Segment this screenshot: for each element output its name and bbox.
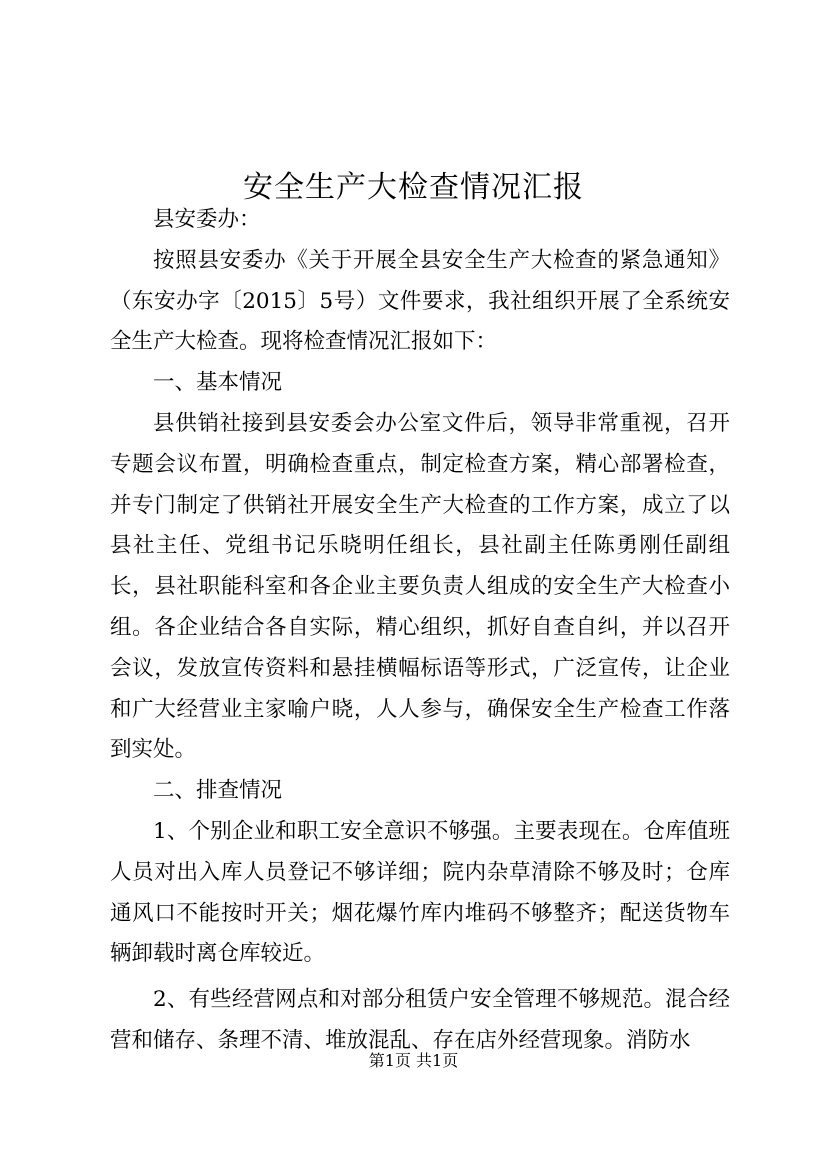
document-body — [110, 200, 730, 1062]
basic-situation-paragraph: 县供销社接到县安委会办公室文件后，领导非常重视，召开专题会议布置，明确检查重点，制定检查方案，精心部署检查，并专门制定了供销社开展安全生产大检查的工作方案，成立了以县社主任、党组书记乐晓明任组长，县社副主任陈勇刚任副组长，县社职能科室和各企业主要负责人组成的安全生产大检查小组。各企业结合各自实际，精心组织，抓好自查自纠，并以召开会议，发放宣传资料和悬挂横幅标语等形式，广泛宣传，让企业和广大经营业主家喻户晓，人人参与，确保安全生产检查工作落到实处。 — [110, 410, 730, 763]
salutation: 县安委办： — [153, 207, 261, 232]
section-heading-inspection: 二、排查情况 — [153, 778, 283, 804]
inspection-item-1: 1、个别企业和职工安全意识不够强。主要表现在。仓库值班人员对出入库人员登记不够详细；院内杂草清除不够及时；仓库通风口不能按时开关；烟花爆竹库内堆码不够整齐；配送货物车辆卸载时离仓库较近。 — [110, 818, 730, 967]
inspection-item-2: 2、有些经营网点和对部分租赁户安全管理不够规范。混合经营和储存、条理不清、堆放混乱、存在店外经营现象。消防水 — [110, 987, 730, 1053]
page-footer: 第1页 共1页 — [368, 1051, 459, 1070]
section-heading-basic: 一、基本情况 — [153, 370, 283, 396]
intro-paragraph: 按照县安委办《关于开展全县安全生产大检查的紧急通知》（东安办字〔2015〕5号）文件要求，我社组织开展了全系统安全生产大检查。现将检查情况汇报如下： — [110, 247, 730, 355]
document-title: 安全生产大检查情况汇报 — [243, 170, 584, 206]
